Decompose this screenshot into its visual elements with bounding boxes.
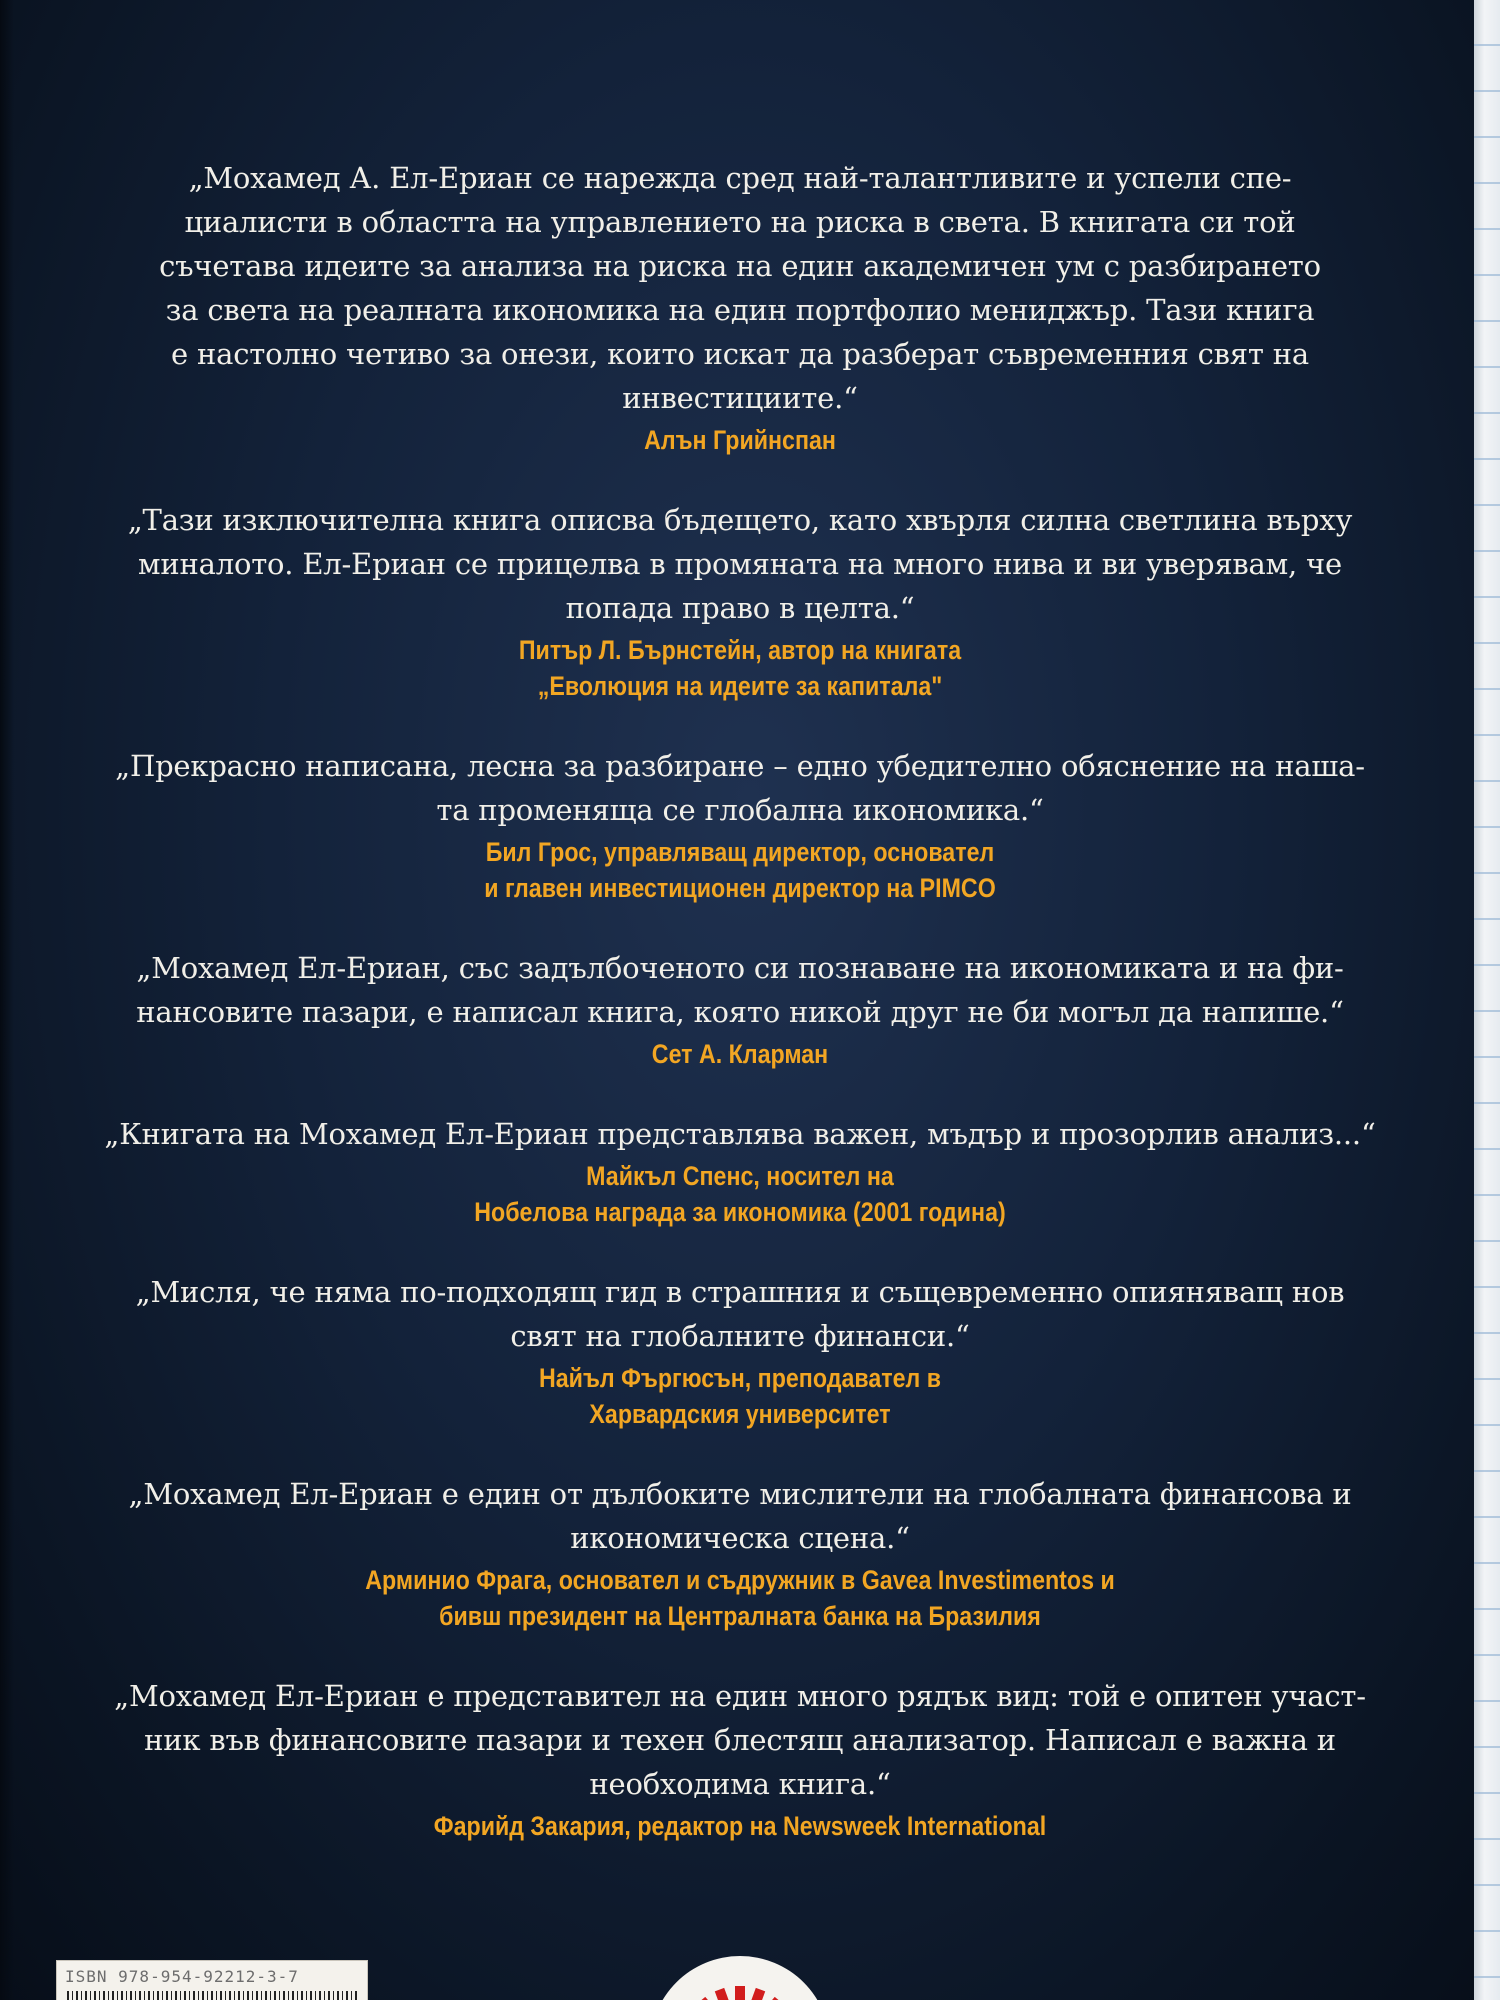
barcode-bars (67, 1991, 357, 2000)
quote-line: свят на глобалните финанси.“ (510, 1319, 970, 1353)
quote-author (138, 422, 1342, 458)
author-line: Найъл Фъргюсън, преподавател в (539, 1363, 941, 1393)
quote-line: „Мохамед Ел-Ериан, със задълбоченото си познаване на икономиката и на фи- (136, 951, 1344, 985)
quote-klarman (40, 946, 1440, 1072)
quote-line: „Мохамед А. Ел-Ериан се нарежда сред най-талантливите и успели спе- (188, 161, 1292, 195)
quote-greenspan (40, 156, 1440, 458)
quote-line: „Книгата на Мохамед Ел-Ериан представлява важен, мъдър и прозорлив анализ...“ (104, 1117, 1376, 1151)
author-line: Питър Л. Бърнстейн, автор на книгата (518, 635, 962, 665)
quote-line: за света на реалната икономика на един портфолио мениджър. Тази книга (165, 293, 1315, 327)
quote-gross (40, 744, 1440, 906)
isbn-number: ISBN 978-954-92212-3-7 (65, 1967, 299, 1986)
quote-text (40, 498, 1440, 630)
author-line: Фарийд Закария, редактор на Newsweek International (433, 1811, 1047, 1841)
notebook-paper-edge (1474, 0, 1500, 2000)
publisher-logo (650, 1956, 830, 2000)
quote-line: съчетава идеите за анализа на риска на един академичен ум с разбирането (159, 249, 1321, 283)
quote-spence (40, 1112, 1440, 1230)
quote-text (40, 744, 1440, 832)
quote-line: та променяща се глобална икономика.“ (436, 793, 1044, 827)
quote-text (40, 156, 1440, 420)
quote-author (138, 1808, 1342, 1844)
quote-line: инвестициите.“ (622, 381, 858, 415)
quote-line: попада право в целта.“ (565, 591, 915, 625)
author-line: Бил Грос, управляващ директор, основател (485, 837, 995, 867)
quote-line: е настолно четиво за онези, които искат да разберат съвременния свят на (171, 337, 1309, 371)
logo-ray (735, 1986, 745, 2000)
quote-line: необходима книга.“ (589, 1767, 891, 1801)
quote-author (138, 1562, 1342, 1634)
author-line: и главен инвестиционен директор на PIMCO (484, 873, 996, 903)
quote-author (138, 1360, 1342, 1432)
quote-author (138, 834, 1342, 906)
quote-zakaria (40, 1674, 1440, 1844)
quote-line: „Тази изключителна книга описва бъдещето, като хвърля силна светлина върху (127, 503, 1353, 537)
quote-text (40, 946, 1440, 1034)
quote-text (40, 1674, 1440, 1806)
author-line: Сет А. Кларман (651, 1039, 829, 1069)
quote-author (138, 632, 1342, 704)
author-line: Нобелова награда за икономика (2001 година) (474, 1197, 1006, 1227)
quote-line: циалисти в областта на управлението на риска в света. В книгата си той (184, 205, 1296, 239)
endorsement-quotes (40, 156, 1440, 1884)
quote-fraga (40, 1472, 1440, 1634)
quote-line: ник във финансовите пазари и техен блестящ анализатор. Написал е важна и (144, 1723, 1336, 1757)
isbn-barcode (56, 1960, 368, 2000)
quote-text (40, 1270, 1440, 1358)
quote-author (138, 1036, 1342, 1072)
quote-line: миналото. Ел-Ериан се прицелва в промяната на много нива и ви уверявам, че (138, 547, 1342, 581)
quote-text (40, 1112, 1440, 1156)
author-line: „Еволюция на идеите за капитала" (537, 671, 943, 701)
quote-bernstein (40, 498, 1440, 704)
cover-edge-shadow (0, 0, 14, 2000)
quote-line: „Мохамед Ел-Ериан е представител на един много рядък вид: той е опитен участ- (114, 1679, 1366, 1713)
author-line: Арминио Фрага, основател и съдружник в Gavea Investimentos и (365, 1565, 1115, 1595)
quote-line: икономическа сцена.“ (570, 1521, 910, 1555)
author-line: Алън Грийнспан (644, 425, 836, 455)
quote-text (40, 1472, 1440, 1560)
quote-ferguson (40, 1270, 1440, 1432)
quote-line: „Мисля, че няма по-подходящ гид в страшния и същевременно опияняващ нов (135, 1275, 1345, 1309)
quote-line: „Мохамед Ел-Ериан е един от дълбоките мислители на глобалната финансова и (128, 1477, 1352, 1511)
quote-line: „Прекрасно написана, лесна за разбиране – едно убедително обяснение на наша- (115, 749, 1365, 783)
author-line: Харвардския университет (589, 1399, 891, 1429)
quote-line: нансовите пазари, е написал книга, която никой друг не би могъл да напише.“ (136, 995, 1344, 1029)
author-line: Майкъл Спенс, носител на (586, 1161, 894, 1191)
author-line: бивш президент на Централната банка на Бразилия (439, 1601, 1041, 1631)
quote-author (138, 1158, 1342, 1230)
